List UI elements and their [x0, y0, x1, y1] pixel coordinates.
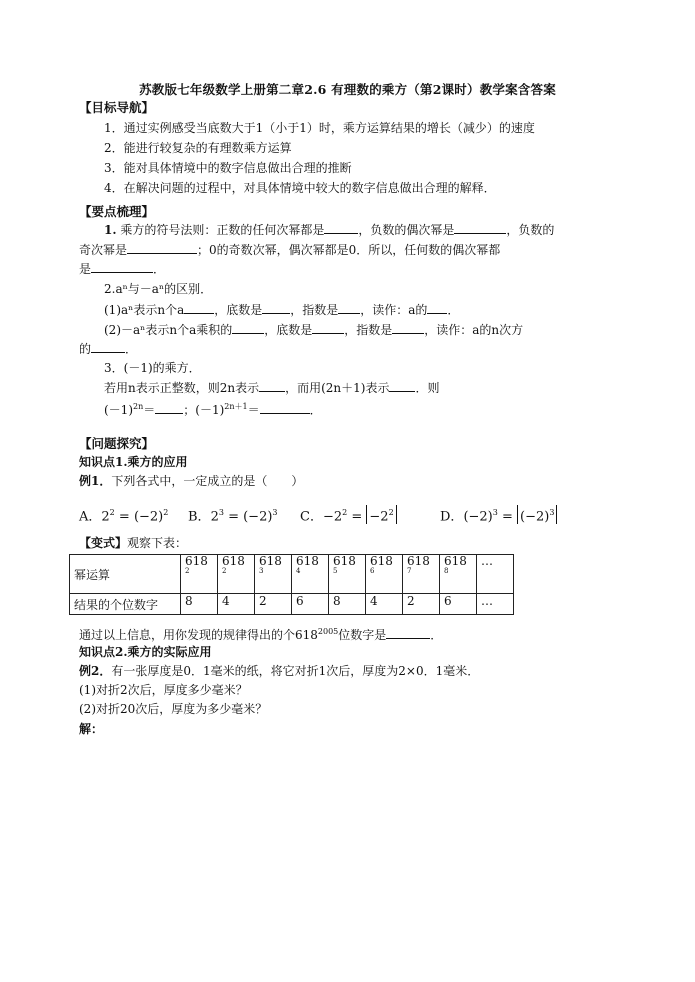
sign-rule-line-1: 1. 乘方的符号法则：正数的任何次幂都是 ，负数的偶次幂是 ，负数的	[104, 223, 555, 237]
table-cell: 618 8	[440, 555, 477, 594]
table-cell: 6	[292, 594, 329, 615]
table-cell: 618 2	[218, 555, 255, 594]
table-conclusion: 通过以上信息，用你发现的规律得出的个$618^{2005}$位数字是 ．	[79, 627, 443, 642]
option-c: C．$-2^2 = -2^2$	[300, 502, 397, 528]
table-cell: 618 7	[403, 555, 440, 594]
option-d: D．$(-2)^3 = (-2)^3$	[440, 502, 557, 528]
table-header: 幂运算	[70, 555, 181, 594]
table-cell: 618 5	[329, 555, 366, 594]
power-difference-line-3: 的 ．	[79, 342, 138, 356]
sign-rule-line-3: 是 ．	[79, 262, 166, 276]
table-cell: 4	[218, 594, 255, 615]
answer-blank	[184, 302, 214, 314]
goal-item: 4．在解决问题的过程中，对具体情境中较大的数字信息做出合理的解释．	[104, 181, 496, 195]
answer-blank	[259, 380, 285, 392]
option-a: A．$2^2 = (-2)^2$	[79, 508, 169, 525]
variant-intro: 【变式】观察下表：	[79, 536, 188, 550]
goals-heading: 【目标导航】	[79, 100, 155, 115]
goal-item: 2．能进行较复杂的有理数乘方运算	[104, 141, 292, 155]
example-1: 例1．下列各式中，一定成立的是（ ）	[79, 474, 304, 488]
answer-blank	[312, 322, 344, 334]
answer-blank	[127, 242, 197, 254]
explore-heading: 【问题探究】	[79, 436, 155, 451]
table-cell: 2	[255, 594, 292, 615]
answer-blank	[454, 222, 506, 234]
answer-blank	[91, 341, 125, 353]
answer-blank	[324, 222, 358, 234]
table-cell: 6	[440, 594, 477, 615]
answer-blank	[427, 302, 447, 314]
table-cell: 8	[181, 594, 218, 615]
option-b: B．$2^3 = (-2)^3$	[188, 508, 278, 525]
question-1: (1)对折2次后，厚度多少毫米？	[79, 683, 248, 697]
sign-rule-line-2: 奇次幂是 ；0的奇数次幂，偶次幂都是0．所以，任何数的偶次幂都	[79, 243, 501, 257]
table-cell: 618 2	[181, 555, 218, 594]
knowledge-point-2: 知识点2.乘方的实际应用	[79, 645, 212, 659]
answer-blank	[232, 322, 264, 334]
table-cell: 2	[403, 594, 440, 615]
key-points-heading: 【要点梳理】	[79, 204, 155, 219]
answer-blank	[262, 302, 290, 314]
answer-blank	[392, 322, 424, 334]
example-2: 例2．有一张厚度是0．1毫米的纸，将它对折1次后，厚度为2×0．1毫米．	[79, 664, 480, 678]
table-cell: 618 6	[366, 555, 403, 594]
power-difference-line-2: (2)－aⁿ表示n个a乘积的 ，底数是 ，指数是 ，读作：a的n次方	[104, 323, 524, 337]
answer-blank	[155, 402, 183, 414]
answer-blank	[389, 380, 415, 392]
absolute-value: $(-2)^3$	[517, 505, 557, 524]
minus-one-power-heading: 3．(－1)的乘方．	[104, 361, 201, 375]
answer-label: 解：	[79, 722, 104, 736]
table-cell: 4	[366, 594, 403, 615]
power-table	[69, 554, 514, 615]
table-header: 结果的个位数字	[70, 594, 181, 615]
power-difference-line-1: (1)aⁿ表示n个a ，底数是 ，指数是 ，读作：a的 ．	[104, 303, 460, 317]
table-cell: 8	[329, 594, 366, 615]
knowledge-point-1: 知识点1.乘方的应用	[79, 455, 188, 469]
table-cell: …	[477, 555, 514, 594]
goal-item: 1．通过实例感受当底数大于1（小于1）时，乘方运算结果的增长（减少）的速度	[104, 121, 535, 135]
absolute-value: $-2^2$	[366, 505, 396, 524]
power-difference-heading: 2.aⁿ与－aⁿ的区别．	[104, 282, 213, 296]
minus-one-power-line-2: $(-1)^{2n}=$ ；$(-1)^{2n+1}=$ ．	[104, 402, 322, 417]
document-title: 苏教版七年级数学上册第二章2.6 有理数的乘方（第2课时）教学案含答案	[139, 82, 556, 97]
table-row	[70, 555, 514, 594]
answer-blank	[338, 302, 360, 314]
table-cell: 618 4	[292, 555, 329, 594]
answer-blank	[260, 402, 310, 414]
table-row	[70, 594, 514, 615]
table-cell: …	[477, 594, 514, 615]
question-2: (2)对折20次后，厚度为多少毫米？	[79, 702, 268, 716]
table-cell: 618 3	[255, 555, 292, 594]
answer-blank	[91, 261, 153, 273]
minus-one-power-line-1: 若用n表示正整数，则2n表示 ，而用(2n＋1)表示 ．则	[104, 381, 440, 395]
goal-item: 3．能对具体情境中的数字信息做出合理的推断	[104, 161, 352, 175]
answer-blank	[386, 627, 430, 639]
